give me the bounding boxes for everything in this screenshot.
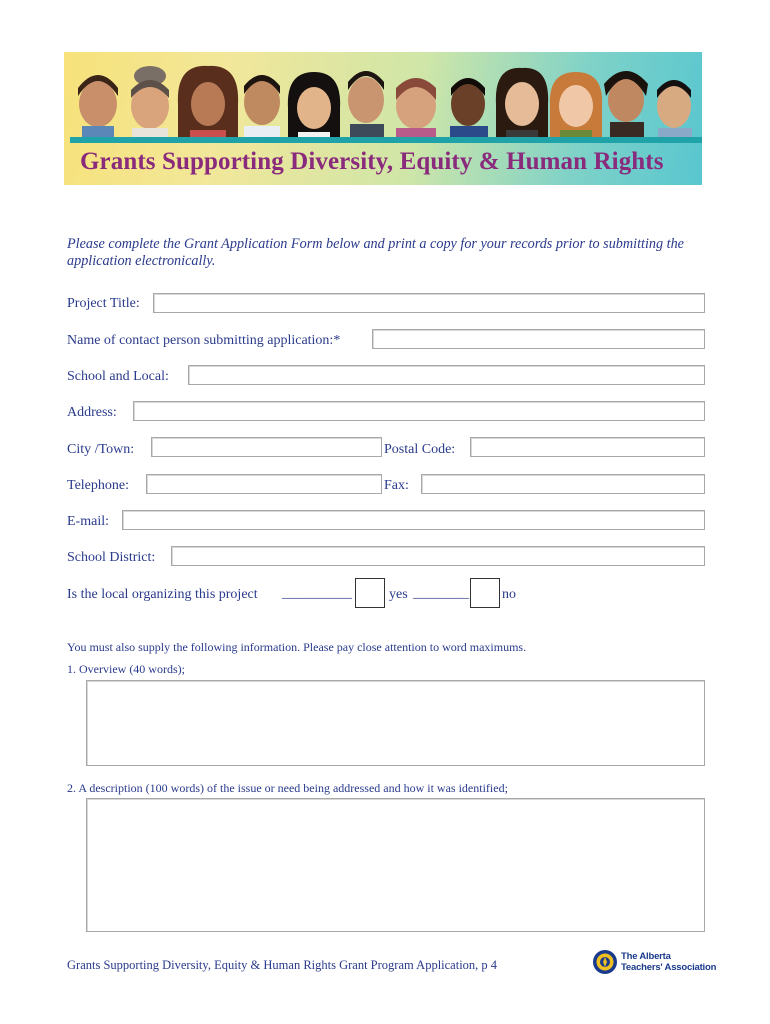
face-11 xyxy=(604,71,648,142)
description-textarea[interactable] xyxy=(86,798,705,932)
school-district-input[interactable] xyxy=(171,546,705,566)
address-input[interactable] xyxy=(133,401,705,421)
city-label: City /Town: xyxy=(67,442,135,457)
face-2 xyxy=(131,66,169,142)
postal-code-input[interactable] xyxy=(470,437,705,457)
banner-divider xyxy=(70,137,702,143)
page-title: Grants Supporting Diversity, Equity & Human Rights xyxy=(80,148,664,175)
face-12 xyxy=(657,80,692,142)
face-5 xyxy=(288,72,340,142)
contact-person-label: Name of contact person submitting application:* xyxy=(67,333,341,348)
face-3 xyxy=(178,66,238,142)
footer-text: Grants Supporting Diversity, Equity & Human Rights Grant Program Application, p 4 xyxy=(67,958,498,972)
face-8 xyxy=(450,78,488,142)
face-4 xyxy=(244,75,280,142)
telephone-label: Telephone: xyxy=(67,478,129,493)
project-title-input[interactable] xyxy=(153,293,705,313)
email-label: E-mail: xyxy=(67,514,109,529)
face-6 xyxy=(348,71,384,142)
telephone-input[interactable] xyxy=(146,474,382,494)
face-7 xyxy=(396,78,436,142)
yes-blank-line: __________ xyxy=(282,586,352,601)
project-title-label: Project Title: xyxy=(67,296,140,311)
city-input[interactable] xyxy=(151,437,382,457)
postal-code-label: Postal Code: xyxy=(384,442,456,457)
yes-checkbox[interactable] xyxy=(355,578,385,608)
face-1 xyxy=(78,75,118,142)
school-local-input[interactable] xyxy=(188,365,705,385)
fax-input[interactable] xyxy=(421,474,705,494)
ata-logo-text xyxy=(621,951,716,973)
school-district-label: School District: xyxy=(67,550,156,565)
header-banner xyxy=(64,52,702,185)
no-label: no xyxy=(502,587,516,602)
email-input[interactable] xyxy=(122,510,705,530)
fax-label: Fax: xyxy=(384,478,409,493)
no-blank-line: ________ xyxy=(413,586,469,601)
school-local-label: School and Local: xyxy=(67,369,169,384)
yes-label: yes xyxy=(389,587,408,602)
address-label: Address: xyxy=(67,405,117,420)
students-photo-strip xyxy=(70,60,696,142)
no-checkbox[interactable] xyxy=(470,578,500,608)
face-10 xyxy=(550,72,602,142)
description-question: 2. A description (100 words) of the issue or need being addressed and how it was identified; xyxy=(67,781,508,795)
local-organizing-question: Is the local organizing this project xyxy=(67,587,258,602)
face-9 xyxy=(496,68,548,142)
logo-line-1: The Alberta xyxy=(621,951,671,962)
overview-question: 1. Overview (40 words); xyxy=(67,662,185,676)
instructions-text: Please complete the Grant Application Form below and print a copy for your records prior to submitting the application electronically. xyxy=(67,236,684,269)
word-maximum-notice: You must also supply the following information. Please pay close attention to word maximums. xyxy=(67,640,527,654)
logo-line-2: Teachers' Association xyxy=(621,962,717,973)
contact-person-input[interactable] xyxy=(372,329,705,349)
overview-textarea[interactable] xyxy=(86,680,705,766)
